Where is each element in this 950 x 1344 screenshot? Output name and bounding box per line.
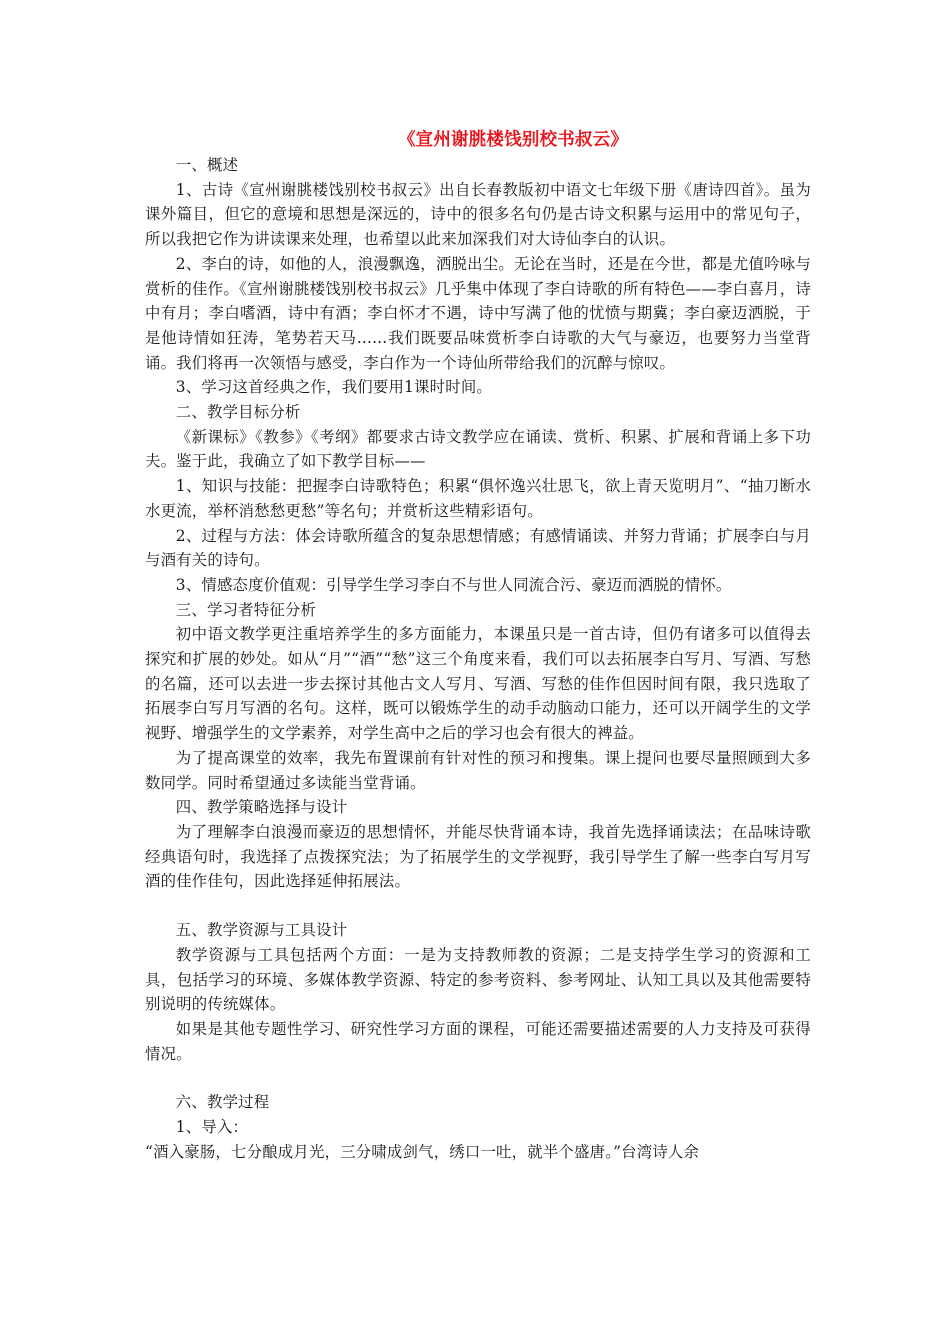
paragraph: 如果是其他专题性学习、研究性学习方面的课程，可能还需要描述需要的人力支持及可获得情况。 bbox=[145, 1019, 811, 1063]
blank-line bbox=[145, 894, 811, 918]
paragraph: 3、情感态度价值观：引导学生学习李白不与世人同流合污、豪迈而洒脱的情怀。 bbox=[175, 575, 732, 594]
paragraph: 1、古诗《宣州谢朓楼饯别校书叔云》出自长春教版初中语文七年级下册《唐诗四首》。虽为课外篇目，但它的意境和思想是深远的，诗中的很多名句仍是古诗文积累与运用中的常见句子，所以我把它作为讲读课来处理，也希望以此来加深我们对大诗仙李白的认识。 bbox=[145, 180, 811, 249]
document-page bbox=[145, 128, 811, 1164]
section-heading-overview: 一、概述 bbox=[175, 156, 239, 174]
paragraph: 1、知识与技能：把握李白诗歌特色；积累“俱怀逸兴壮思飞，欲上青天览明月”、“抽刀断水水更流，举杯消愁愁更愁”等名句；并赏析这些精彩语句。 bbox=[145, 477, 811, 520]
section-heading-objectives: 二、教学目标分析 bbox=[175, 403, 301, 422]
section-heading-learner-analysis: 三、学习者特征分析 bbox=[175, 600, 317, 619]
paragraph: 2、李白的诗，如他的人，浪漫飘逸，洒脱出尘。无论在当时，还是在今世，都是尤值吟咏与赏析的佳作。《宣州谢朓楼饯别校书叔云》几乎集中体现了李白诗歌的所有特色——李白喜月，诗中有月；李白嗜酒，诗中有酒；李白怀才不遇，诗中写满了他的忧愤与期冀；李白豪迈洒脱，于是他诗情如狂涛，笔势若天马......我们既要品味赏析李白诗歌的大气与豪迈，也要努力当堂背诵。我们将再一次领悟与感受，李白作为一个诗仙所带给我们的沉醉与惊叹。 bbox=[145, 254, 811, 372]
section-heading-resources: 五、教学资源与工具设计 bbox=[175, 921, 348, 940]
paragraph: 为了理解李白浪漫而豪迈的思想情怀，并能尽快背诵本诗，我首先选择诵读法；在品味诗歌经典语句时，我选择了点拨探究法；为了拓展学生的文学视野，我引导学生了解一些李白写月写酒的佳作佳句，因此选择延伸拓展法。 bbox=[145, 822, 811, 891]
section-heading-strategy: 四、教学策略选择与设计 bbox=[175, 798, 348, 817]
paragraph: 1、导入： bbox=[175, 1118, 249, 1137]
document-title: 《宣州谢朓楼饯别校书叔云》 bbox=[397, 130, 629, 150]
paragraph: 《新课标》《教参》《考纲》都要求古诗文教学应在诵读、赏析、积累、扩展和背诵上多下功夫。鉴于此，我确立了如下教学目标—— bbox=[145, 427, 811, 471]
paragraph: 2、过程与方法：体会诗歌所蕴含的复杂思想情感；有感情诵读、并努力背诵；扩展李白与月与酒有关的诗句。 bbox=[145, 526, 811, 570]
paragraph: 初中语文教学更注重培养学生的多方面能力，本课虽只是一首古诗，但仍有诸多可以值得去探究和扩展的妙处。如从“月”“酒”“愁”这三个角度来看，我们可以去拓展李白写月、写酒、写愁的名篇，还可以去进一步去探讨其他古文人写月、写酒、写愁的佳作但因时间有限，我只选取了拓展李白写月写酒的名句。这样，既可以锻炼学生的动手动脑动口能力，还可以开阔学生的文学视野、增强学生的文学素养，对学生高中之后的学习也会有很大的裨益。 bbox=[145, 625, 811, 743]
blank-line bbox=[145, 1066, 811, 1090]
paragraph: 教学资源与工具包括两个方面：一是为支持教师教的资源；二是支持学生学习的资源和工具，包括学习的环境、多媒体教学资源、特定的参考资料、参考网址、认知工具以及其他需要特别说明的传统媒体。 bbox=[145, 945, 811, 1014]
paragraph: 为了提高课堂的效率，我先布置课前有针对性的预习和搜集。课上提问也要尽量照顾到大多数同学。同时希望通过多读能当堂背诵。 bbox=[145, 748, 811, 792]
paragraph: “酒入豪肠，七分酿成月光，三分啸成剑气，绣口一吐，就半个盛唐。”台湾诗人余 bbox=[145, 1142, 700, 1161]
section-heading-process: 六、教学过程 bbox=[175, 1093, 270, 1112]
paragraph: 3、学习这首经典之作，我们要用1课时时间。 bbox=[175, 378, 493, 397]
